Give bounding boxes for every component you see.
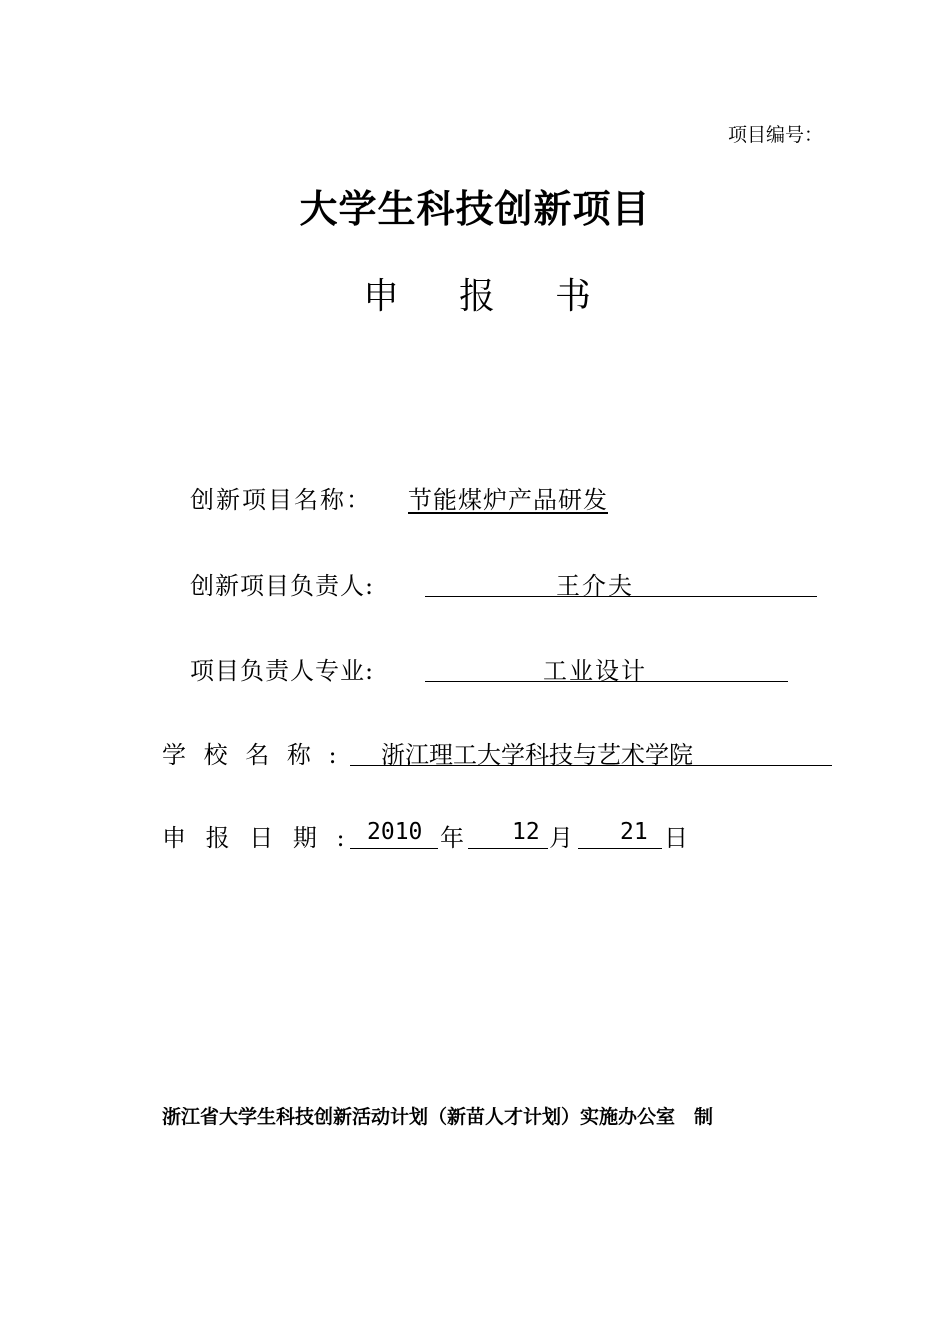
date-day-unit: 日 <box>664 824 688 852</box>
project-leader-label: 创新项目负责人: <box>190 572 375 600</box>
leader-major-label: 项目负责人专业: <box>190 657 375 685</box>
date-year-value: 2010 <box>367 819 423 845</box>
project-number-label: 项目编号： <box>728 124 824 146</box>
subtitle-char-3: 书 <box>555 276 592 317</box>
issuing-office: 浙江省大学生科技创新活动计划（新苗人才计划）实施办公室 制 <box>162 1106 714 1128</box>
project-name-label: 创新项目名称： <box>190 486 372 514</box>
date-day-underline <box>578 848 662 849</box>
document-title: 大学生科技创新项目 <box>299 187 651 231</box>
school-name-value: 浙江理工大学科技与艺术学院 <box>381 741 693 769</box>
date-month-underline <box>468 848 548 849</box>
school-name-label: 学 校 名 称 : <box>162 741 342 769</box>
submission-date-label: 申 报 日 期 : <box>162 824 351 852</box>
date-month-value: 12 <box>512 819 540 845</box>
date-day-value: 21 <box>620 819 648 845</box>
date-year-underline <box>350 848 438 849</box>
project-name-value: 节能煤炉产品研发 <box>408 486 608 514</box>
leader-major-value: 工业设计 <box>543 657 647 685</box>
date-year-unit: 年 <box>440 824 464 852</box>
project-leader-value: 王介夫 <box>556 572 634 600</box>
subtitle-char-1: 申 <box>363 276 400 317</box>
subtitle-char-2: 报 <box>459 276 496 317</box>
date-month-unit: 月 <box>549 824 573 852</box>
